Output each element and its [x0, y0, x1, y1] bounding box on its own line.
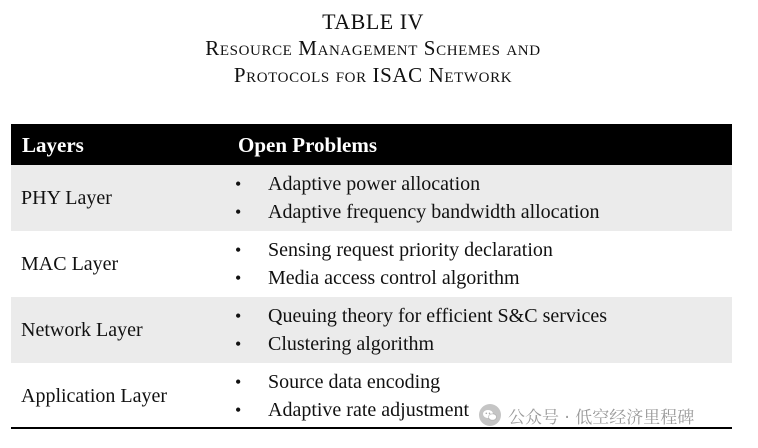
problem-text: Sensing request priority declaration — [268, 239, 553, 261]
bullet-icon: • — [235, 268, 242, 288]
problem-item — [233, 236, 553, 264]
bullet-icon: • — [235, 202, 242, 222]
layer-cell: MAC Layer — [21, 253, 119, 275]
bullet-icon: • — [235, 334, 242, 354]
layer-cell: PHY Layer — [21, 187, 112, 209]
problem-list — [233, 170, 600, 226]
problem-list — [233, 368, 469, 424]
problem-item — [233, 264, 553, 292]
open-problems-table — [11, 124, 732, 429]
problem-list — [233, 302, 607, 358]
problem-item — [233, 330, 607, 358]
problem-item — [233, 302, 607, 330]
problem-item — [233, 170, 600, 198]
bullet-icon: • — [235, 240, 242, 260]
problem-text: Source data encoding — [268, 371, 441, 393]
bullet-icon: • — [235, 400, 242, 420]
layer-cell: Network Layer — [21, 319, 143, 341]
problem-text: Adaptive frequency bandwidth allocation — [268, 201, 600, 223]
problem-item — [233, 198, 600, 226]
problem-text: Adaptive rate adjustment — [268, 399, 470, 421]
problem-text: Media access control algorithm — [268, 267, 520, 289]
bullet-icon: • — [235, 174, 242, 194]
problem-text: Queuing theory for efficient S&C services — [268, 305, 607, 327]
bullet-icon: • — [235, 306, 242, 326]
header-open-problems: Open Problems — [238, 133, 378, 157]
table-title-line-2: Protocols for ISAC Network — [233, 63, 513, 87]
bullet-icon: • — [235, 372, 242, 392]
problem-list — [233, 236, 553, 292]
problem-item — [233, 368, 469, 396]
header-layers: Layers — [22, 133, 84, 157]
table-row-mac — [11, 231, 732, 297]
watermark — [478, 401, 694, 429]
table-caption — [0, 8, 746, 89]
watermark-text: 公众号 · 低空经济里程碑 — [508, 407, 695, 428]
wechat-icon — [478, 403, 502, 427]
problem-text: Clustering algorithm — [268, 333, 435, 355]
table-title-line-1: Resource Management Schemes and — [205, 36, 541, 60]
problem-text: Adaptive power allocation — [268, 173, 481, 195]
table-number: TABLE IV — [322, 9, 424, 34]
table-header-row — [11, 124, 732, 165]
problem-item — [233, 396, 469, 424]
table-row-phy — [11, 165, 732, 231]
table-row-network — [11, 297, 732, 363]
layer-cell: Application Layer — [21, 385, 168, 407]
